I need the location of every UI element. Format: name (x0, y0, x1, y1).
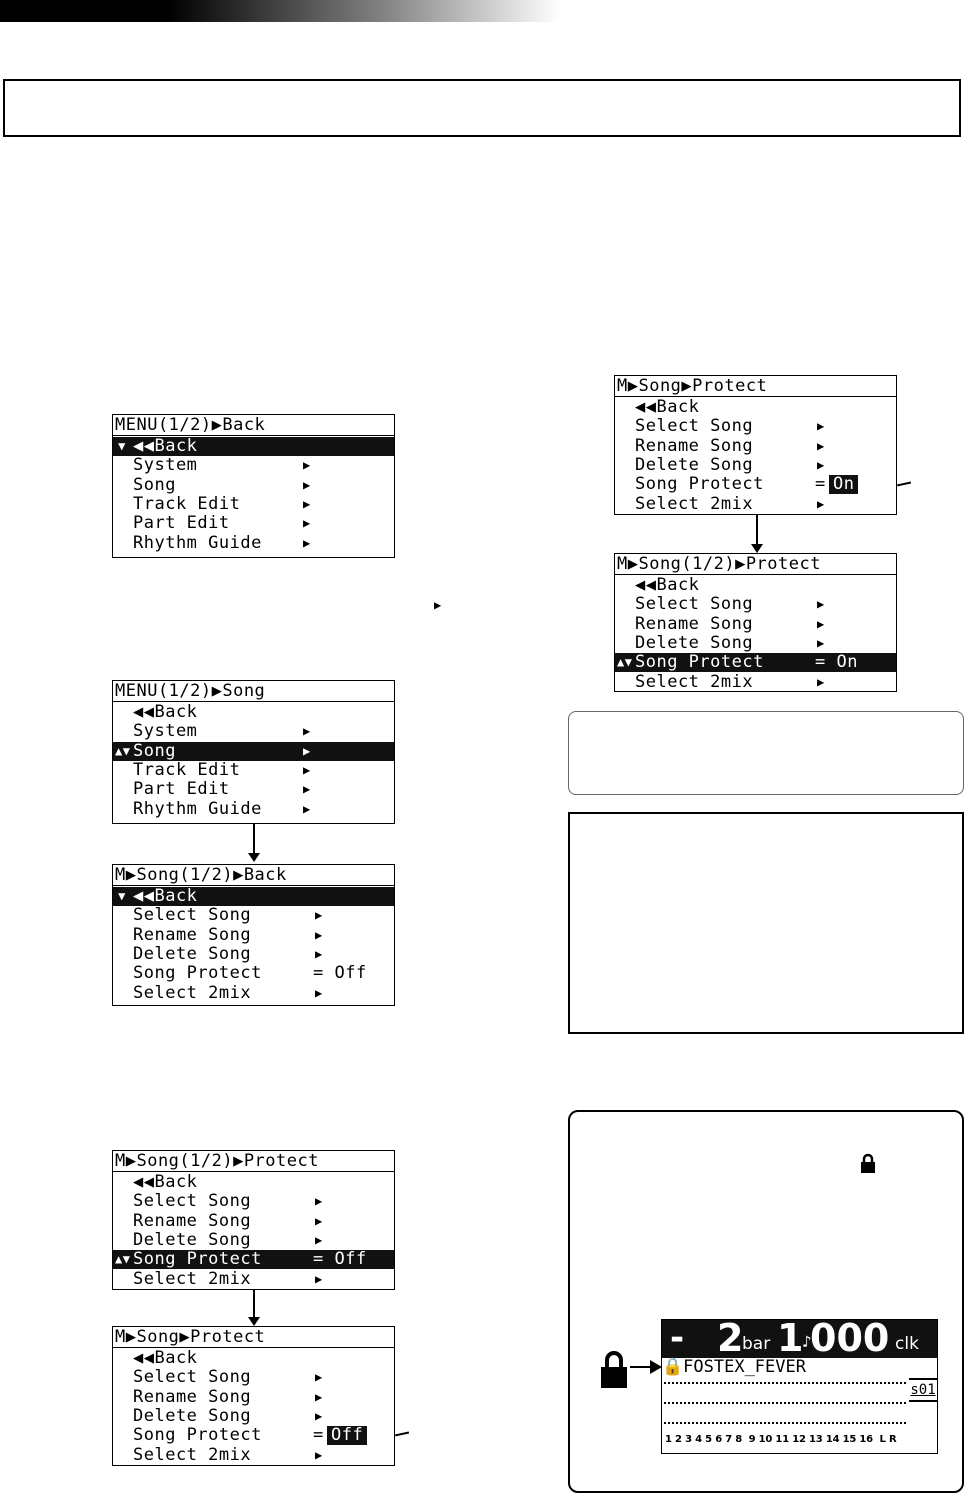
lcd-menu-label: Rhythm Guide (133, 798, 262, 819)
lcd-protect-edit-off (112, 1326, 395, 1466)
submenu-arrow-icon: ▶ (817, 438, 825, 453)
track-numbers: 1 2 3 4 5 6 7 8 9 10 11 12 13 14 15 16 L R (665, 1434, 897, 1445)
flow-arrow (253, 824, 255, 854)
lcd-menu-item[interactable] (113, 1349, 394, 1368)
lcd-menu-label: Track Edit (133, 759, 241, 780)
lcd-menu-item[interactable] (113, 984, 394, 1003)
submenu-arrow-icon: ▶ (315, 1370, 323, 1385)
lcd-menu-item[interactable] (113, 887, 394, 906)
lcd-menu-value: = Off (313, 1249, 367, 1270)
lcd-menu-label: Rename Song (133, 924, 252, 945)
lcd-menu-label: ◀◀Back (635, 397, 700, 417)
lcd-menu-value: = (313, 1425, 324, 1446)
lock-icon (860, 1153, 876, 1173)
lcd-menu-label: Delete Song (635, 454, 754, 475)
submenu-arrow-icon: ▶ (817, 419, 825, 434)
lcd-menu-label: Select Song (635, 416, 754, 437)
lcd-value-highlight: On (829, 475, 858, 494)
lcd-protect-edit-on (614, 375, 897, 515)
lcd-menu-label: Song (133, 740, 176, 761)
lcd-menu-label: Rename Song (635, 613, 754, 634)
lcd-menu-value: = On (815, 652, 858, 673)
lcd-menu-label: Song Protect (133, 1249, 262, 1270)
note-box-rounded (568, 711, 964, 795)
home-display (661, 1316, 938, 1454)
lcd-menu-label: Delete Song (133, 1405, 252, 1426)
lcd-menu-item[interactable] (615, 634, 896, 653)
song-number: s01 (909, 1378, 937, 1402)
lcd-menu-label: ◀◀Back (635, 575, 700, 595)
cursor-icon: ▼ (118, 889, 126, 903)
counter-minus: - (670, 1318, 685, 1358)
lcd-menu-label: Rename Song (635, 435, 754, 456)
cursor-icon: ▼ (118, 439, 126, 453)
lcd-menu-item[interactable] (113, 1231, 394, 1250)
lcd-menu-label: Select 2mix (133, 1268, 252, 1289)
lcd-song-menu-back (112, 864, 395, 1006)
cursor-icon: ▲▼ (115, 1252, 131, 1267)
lcd-menu-label: Delete Song (133, 1229, 252, 1250)
lcd-menu-item[interactable] (113, 761, 394, 780)
lcd-menu-item[interactable] (615, 437, 896, 456)
counter-bar-unit: bar (742, 1334, 771, 1354)
lcd-menu-item[interactable] (113, 1270, 394, 1289)
lcd-menu-item[interactable] (615, 653, 896, 672)
lcd-header: MENU(1/2)▶Back (113, 415, 394, 436)
submenu-arrow-icon: ▶ (315, 927, 323, 942)
lcd-menu-item[interactable] (113, 926, 394, 945)
lcd-header: M▶Song▶Protect (615, 376, 896, 397)
submenu-arrow-icon: ▶ (303, 724, 311, 739)
lcd-menu-label: Select Song (133, 905, 252, 926)
lcd-menu-item[interactable] (615, 673, 896, 692)
submenu-arrow-icon: ▶ (303, 782, 311, 797)
lcd-menu-item[interactable] (113, 514, 394, 533)
lcd-menu-label: System (133, 455, 198, 476)
counter-bar-value: 2 (717, 1316, 744, 1360)
lcd-menu-label: Song Protect (133, 963, 262, 984)
submenu-arrow-icon: ▶ (303, 801, 311, 816)
submenu-arrow-icon: ▶ (315, 946, 323, 961)
level-row (664, 1382, 906, 1384)
submenu-arrow-icon: ▶ (817, 635, 825, 650)
level-row (664, 1402, 906, 1404)
lcd-header: M▶Song(1/2)▶Back (113, 865, 394, 886)
lcd-menu-item[interactable] (113, 964, 394, 983)
lcd-menu-item[interactable] (113, 742, 394, 761)
lcd-menu-label: Select 2mix (133, 982, 252, 1003)
lcd-menu-item[interactable] (113, 437, 394, 456)
submenu-arrow-icon: ▶ (817, 496, 825, 511)
play-triangle-icon: ▶ (434, 598, 442, 612)
submenu-arrow-icon: ▶ (817, 457, 825, 472)
lcd-song-protect-on (614, 553, 897, 692)
lcd-menu-label: ◀◀Back (133, 1348, 198, 1368)
lcd-header: M▶Song(1/2)▶Protect (615, 554, 896, 575)
level-row (664, 1422, 906, 1424)
submenu-arrow-icon: ▶ (315, 1447, 323, 1462)
lock-icon (599, 1350, 629, 1388)
flow-arrow (756, 515, 758, 545)
lcd-menu-label: Part Edit (133, 513, 230, 534)
cursor-icon: ▲▼ (617, 655, 633, 670)
lcd-menu-item[interactable] (615, 576, 896, 595)
lcd-menu-label: Delete Song (133, 943, 252, 964)
lcd-menu-item[interactable] (113, 800, 394, 819)
lcd-menu-item[interactable] (615, 398, 896, 417)
lcd-menu-item[interactable] (615, 475, 896, 494)
lcd-menu-song (112, 680, 395, 824)
lcd-menu-item[interactable] (113, 1250, 394, 1269)
lcd-header: M▶Song▶Protect (113, 1327, 394, 1348)
lcd-menu-label: Song Protect (133, 1425, 262, 1446)
lcd-menu-item[interactable] (113, 534, 394, 553)
lcd-menu-item[interactable] (113, 1426, 394, 1445)
submenu-arrow-icon: ▶ (315, 1213, 323, 1228)
lcd-menu-item[interactable] (113, 456, 394, 475)
lcd-menu-item[interactable] (615, 615, 896, 634)
lcd-menu-label: System (133, 721, 198, 742)
lcd-menu-label: Select 2mix (635, 671, 754, 692)
lcd-menu-value: = Off (313, 963, 367, 984)
lcd-menu-label: ◀◀Back (133, 436, 198, 456)
submenu-arrow-icon: ▶ (303, 477, 311, 492)
callout-line (395, 1432, 409, 1436)
submenu-arrow-icon: ▶ (315, 1389, 323, 1404)
submenu-arrow-icon: ▶ (303, 458, 311, 473)
lcd-menu-item[interactable] (113, 1407, 394, 1426)
lcd-menu-label: Track Edit (133, 493, 241, 514)
lcd-menu-item[interactable] (113, 495, 394, 514)
callout-line (897, 482, 911, 486)
lcd-menu-label: ◀◀Back (133, 702, 198, 722)
counter-clk-unit: clk (895, 1334, 919, 1354)
lcd-menu-label: Rename Song (133, 1210, 252, 1231)
lcd-menu-item[interactable] (615, 595, 896, 614)
lcd-menu-item[interactable] (113, 1212, 394, 1231)
lcd-menu-label: Select Song (133, 1191, 252, 1212)
lcd-menu-item[interactable] (113, 1368, 394, 1387)
lcd-menu-label: Select 2mix (133, 1444, 252, 1465)
lcd-menu-label: ◀◀Back (133, 886, 198, 906)
song-name: 🔒FOSTEX_FEVER (662, 1357, 806, 1377)
lcd-menu-item[interactable] (113, 780, 394, 799)
submenu-arrow-icon: ▶ (817, 674, 825, 689)
lcd-header: M▶Song(1/2)▶Protect (113, 1151, 394, 1172)
header-gradient-bar (0, 0, 560, 22)
lcd-menu-item[interactable] (113, 1173, 394, 1192)
cursor-icon: ▲▼ (115, 743, 131, 758)
lcd-menu-label: Select Song (133, 1367, 252, 1388)
lcd-menu-label: Rhythm Guide (133, 532, 262, 553)
submenu-arrow-icon: ▶ (303, 516, 311, 531)
lcd-value-highlight: Off (327, 1426, 367, 1445)
note-icon: ♪ (802, 1332, 812, 1351)
lcd-menu-item[interactable] (113, 703, 394, 722)
lcd-header: MENU(1/2)▶Song (113, 681, 394, 702)
lcd-menu-item[interactable] (113, 1388, 394, 1407)
submenu-arrow-icon: ▶ (817, 597, 825, 612)
lcd-menu-item[interactable] (113, 476, 394, 495)
lcd-menu-item[interactable] (113, 1192, 394, 1211)
lcd-menu-item[interactable] (113, 945, 394, 964)
lcd-menu-item[interactable] (615, 456, 896, 475)
submenu-arrow-icon: ▶ (303, 535, 311, 550)
counter-clk-value: 000 (810, 1316, 890, 1360)
lcd-menu-label: Part Edit (133, 779, 230, 800)
note-box (568, 812, 964, 1034)
lcd-menu-back (112, 414, 395, 558)
submenu-arrow-icon: ▶ (315, 1271, 323, 1286)
lcd-menu-item[interactable] (113, 906, 394, 925)
lcd-menu-value: = (815, 474, 826, 495)
submenu-arrow-icon: ▶ (303, 762, 311, 777)
lcd-menu-item[interactable] (113, 722, 394, 741)
submenu-arrow-icon: ▶ (817, 616, 825, 631)
counter-bar (662, 1316, 937, 1360)
counter-beat-value: 1 (777, 1316, 804, 1360)
lcd-menu-label: Song (133, 474, 176, 495)
submenu-arrow-icon: ▶ (315, 1408, 323, 1423)
lcd-menu-label: Song Protect (635, 652, 764, 673)
submenu-arrow-icon: ▶ (315, 985, 323, 1000)
submenu-arrow-icon: ▶ (303, 496, 311, 511)
lcd-menu-label: ◀◀Back (133, 1172, 198, 1192)
submenu-arrow-icon: ▶ (315, 1232, 323, 1247)
lcd-menu-label: Song Protect (635, 474, 764, 495)
lcd-menu-label: Rename Song (133, 1386, 252, 1407)
section-title-box (3, 79, 961, 137)
lcd-menu-label: Select 2mix (635, 493, 754, 514)
flow-arrow (253, 1290, 255, 1318)
lcd-menu-item[interactable] (615, 495, 896, 514)
lcd-menu-item[interactable] (113, 1446, 394, 1465)
submenu-arrow-icon: ▶ (315, 908, 323, 923)
lcd-menu-item[interactable] (615, 417, 896, 436)
submenu-arrow-icon: ▶ (315, 1194, 323, 1209)
lcd-menu-label: Select Song (635, 594, 754, 615)
lcd-song-protect-off-selected (112, 1150, 395, 1290)
arrow-right-icon (630, 1360, 662, 1374)
submenu-arrow-icon: ▶ (303, 743, 311, 758)
lcd-menu-label: Delete Song (635, 632, 754, 653)
